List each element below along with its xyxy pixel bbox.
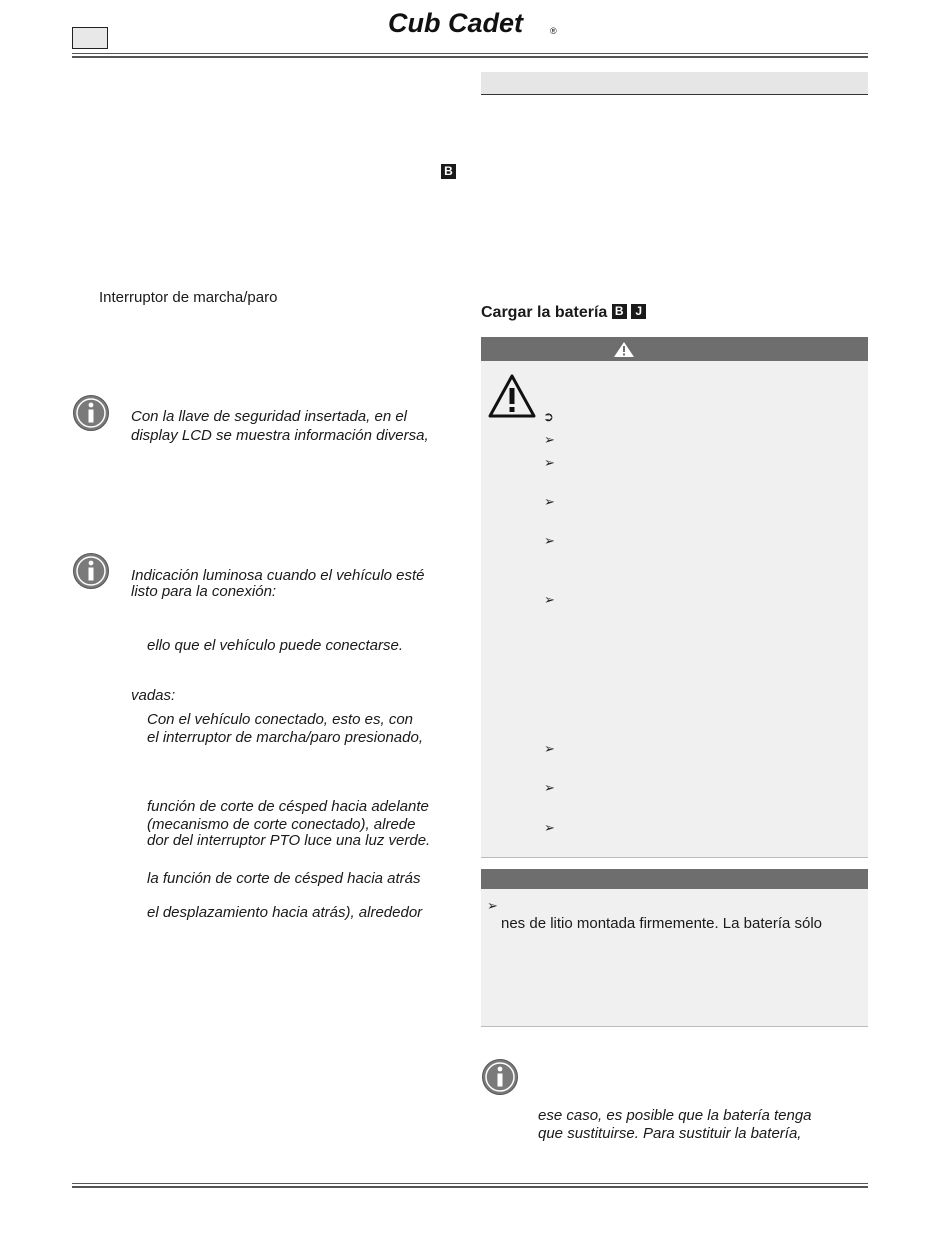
note2-line8: (mecanismo de corte conectado), alrede [147,816,416,833]
info-icon [72,552,110,590]
note1-line1: Con la llave de seguridad insertada, en el [131,408,408,425]
footer-rule [72,1183,868,1184]
figure-badge-j: J [631,304,646,319]
bullet-arrow-icon: ➢ [487,898,498,913]
info-icon [72,394,110,432]
bullet-arrow-icon: ➢ [544,533,555,548]
note1-line2: display LCD se muestra información diversa, [131,427,429,444]
note2-line6: el interruptor de marcha/paro presionado, [147,729,423,746]
bullet-arrow-icon: ➢ [544,432,555,447]
note3-line2: que sustituirse. Para sustituir la batería, [538,1125,802,1142]
note2-line11: el desplazamiento hacia atrás), alrededor [147,904,423,921]
bullet-arrow-icon: ➢ [544,592,555,607]
note2-line4: vadas: [131,687,176,704]
warning-panel [481,361,868,858]
caution-text: nes de litio montada firmemente. La batería sólo [501,915,823,932]
bullet-arrow-icon: ➢ [544,780,555,795]
note2-line5: Con el vehículo conectado, esto es, con [147,711,414,728]
section-heading-text: Cargar la batería [481,304,608,321]
footer-rule-thick [72,1186,868,1188]
cub-cadet-logo [386,4,566,44]
note3-line1: ese caso, es posible que la batería tenga [538,1107,812,1124]
switch-label: Interruptor de marcha/paro [99,289,278,306]
note2-line2: listo para la conexión: [131,583,277,600]
note2-line7: función de corte de césped hacia adelante [147,798,429,815]
figure-badge-b: B [441,164,456,179]
circle-arrow-icon: ➲ [543,409,554,424]
warning-small-icon [613,341,635,358]
bullet-arrow-icon: ➢ [544,494,555,509]
warning-triangle-icon [487,373,537,419]
note2-line9: dor del interruptor PTO luce una luz verde. [147,832,431,849]
caution-header [481,869,868,889]
svg-text:Cub Cadet: Cub Cadet [388,8,523,38]
header-rule [72,53,868,54]
warning-header [481,337,868,361]
info-icon [481,1058,519,1096]
note2-line3: ello que el vehículo puede conectarse. [147,637,404,654]
bullet-arrow-icon: ➢ [544,820,555,835]
header-rule-thick [72,56,868,58]
note2-line10: la función de corte de césped hacia atrás [147,870,421,887]
svg-text:®: ® [550,26,557,36]
page-number-box [72,27,108,49]
bullet-arrow-icon: ➢ [544,455,555,470]
section-heading [481,301,646,324]
section-bar [481,72,868,95]
figure-badge-b: B [612,304,627,319]
caution-panel [481,889,868,1027]
note2-line1: Indicación luminosa cuando el vehículo esté [131,567,425,584]
bullet-arrow-icon: ➢ [544,741,555,756]
